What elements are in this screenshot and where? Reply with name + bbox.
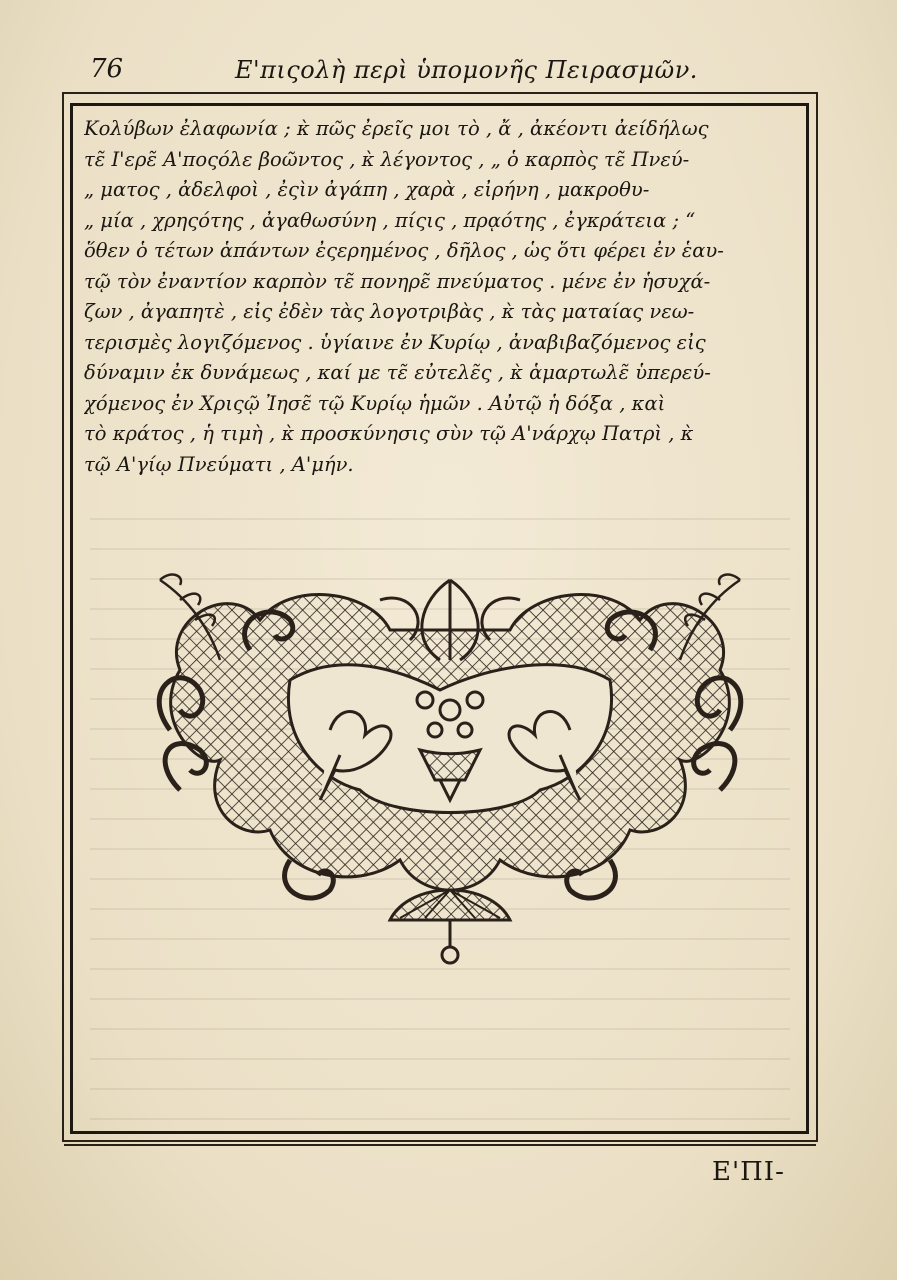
text-line: Κολύβων ἐλαφωνία ; κ̀ πῶς ἐρεῖς μοι τὸ , ἄ , ἀκέοντι ἀείδήλως xyxy=(84,117,709,140)
text-line: τὸ κράτος , ἡ τιμὴ , κ̀ προσκύνησις σὺν τῷ Α'νάρχῳ Πατρὶ , κ̀ xyxy=(84,422,694,445)
body-text xyxy=(84,114,789,480)
text-line: ὅθεν ὁ τέτων ἁπάντων ἐςερημένος , δῆλος , ὡς ὅτι φέρει ἐν ἑαυ- xyxy=(84,239,724,262)
text-line: „ μία , χρηςότης , ἀγαθωσύνη , πίςις , πρᾳότης , ἐγκράτεια ; “ xyxy=(84,208,696,232)
baroque-tailpiece-ornament-icon xyxy=(140,560,760,980)
text-line: δύναμιν ἐκ δυνάμεως , καί με τε̃ εὐτελε̃ς , κ̀ ἁμαρτωλε̃ ὑπερεύ- xyxy=(84,361,711,384)
text-line: τε̃ Ι'ερε̃ Α'ποςόλε βοῶντος , κ̀ λέγοντος , „ ὁ καρπὸς τε̃ Πνεύ- xyxy=(84,147,690,171)
page-number: 76 xyxy=(90,54,124,84)
text-line: τῷ Α'γίῳ Πνεύματι , Α'μήν. xyxy=(84,452,354,476)
text-line: ζων , ἀγαπητὲ , εἰς ἐδὲν τὰς λογοτριβὰς , κ̀ τὰς ματαίας νεω- xyxy=(84,300,695,323)
text-line: τῷ τὸν ἐναντίον καρπὸν τε̃ πονηρε̃ πνεύματος . μένε ἐν ἡσυχά- xyxy=(84,269,711,293)
running-title: Ε'πιςολὴ περὶ ὑπομονῆς Πειρασμῶν. xyxy=(235,56,698,84)
catchword: Ε'ΠΙ- xyxy=(712,1157,785,1187)
bottom-rule xyxy=(64,1144,816,1146)
text-line: „ ματος , ἀδελφοὶ , ἐςὶν ἀγάπη , χαρὰ , εἰρήνη , μακροθυ- xyxy=(84,178,650,201)
text-line: χόμενος ἐν Χριςῷ Ἰησε̃ τῷ Κυρίῳ ἡμῶν . Αὐτῷ ἡ δόξα , καὶ xyxy=(84,391,666,415)
text-line: τερισμὲς λογιζόμενος . ὑγίαινε ἐν Κυρίῳ , ἀναβιβαζόμενος εἰς xyxy=(84,330,706,354)
page-header xyxy=(60,50,840,90)
